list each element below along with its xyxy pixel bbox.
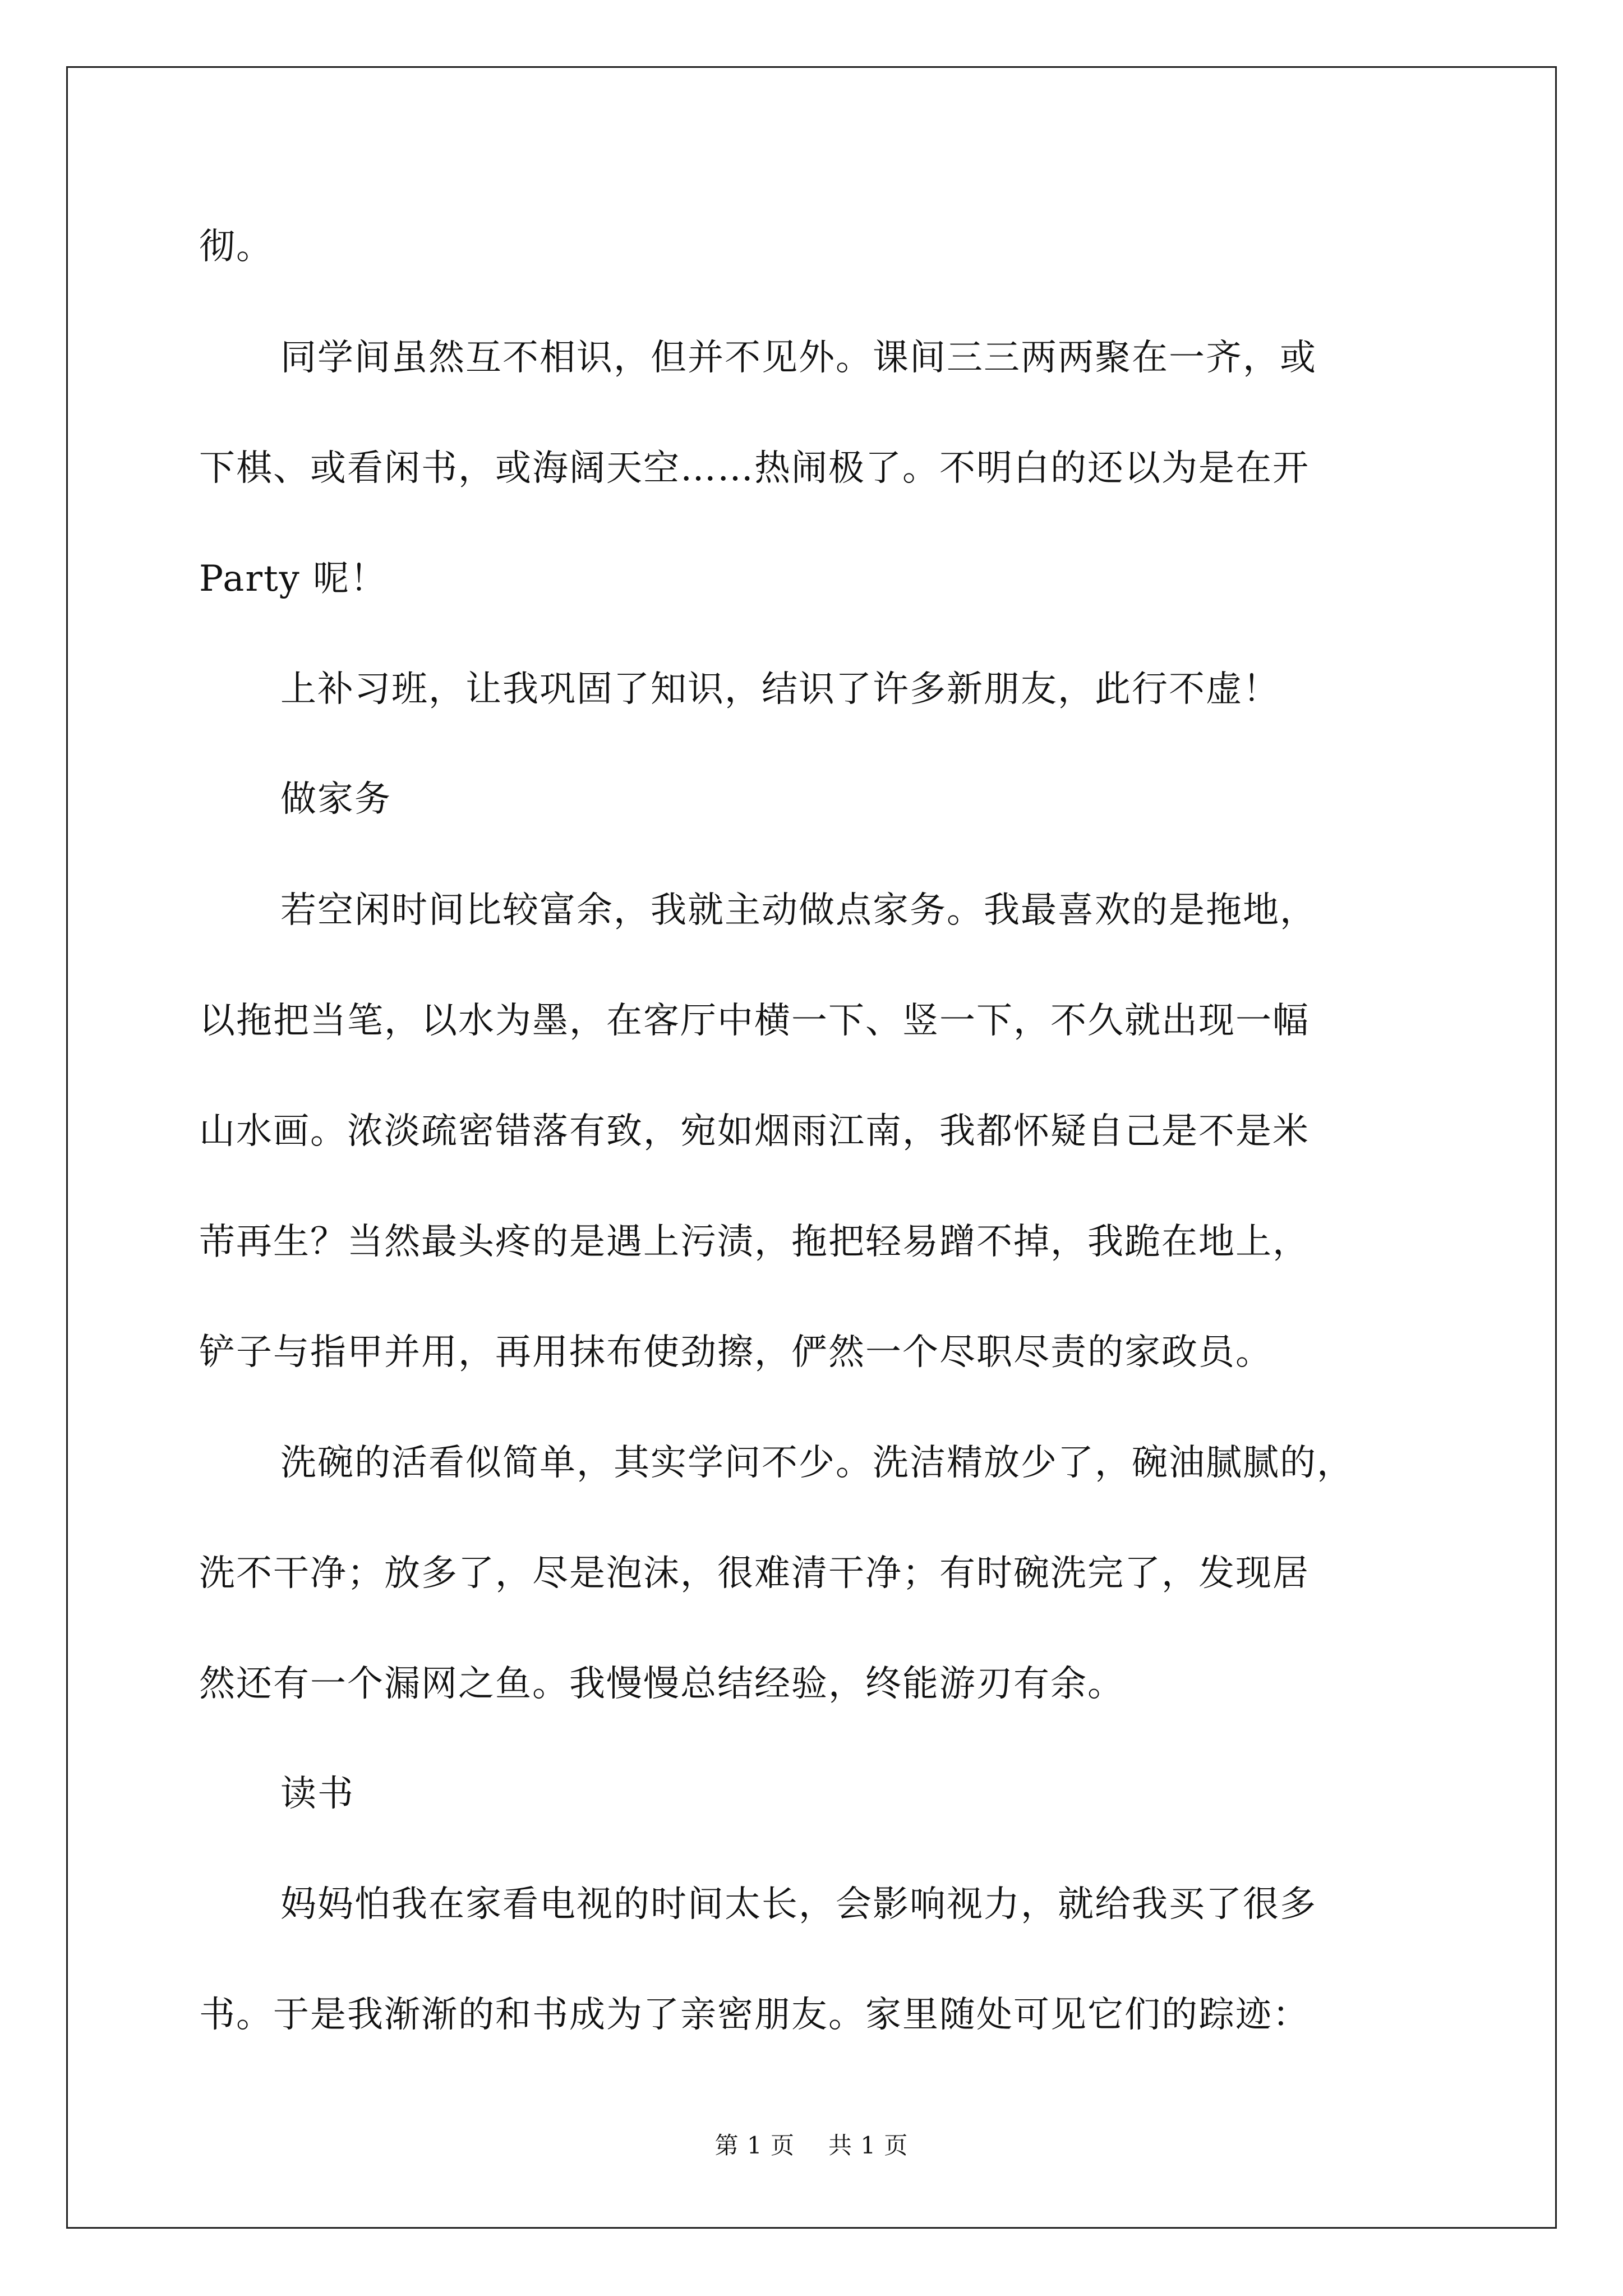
text-line: 铲子与指甲并用，再用抹布使劲擦，俨然一个尽职尽责的家政员。	[199, 1332, 1272, 1373]
paragraph-start-line: 妈妈怕我在家看电视的时间太长，会影响视力，就给我买了很多	[280, 1884, 1317, 1925]
section-heading: 读书	[280, 1773, 354, 1815]
text-line: 书。于是我渐渐的和书成为了亲密朋友。家里随处可见它们的踪迹：	[199, 1994, 1310, 2036]
paragraph-start-line: 上补习班，让我巩固了知识，结识了许多新朋友，此行不虚！	[280, 669, 1280, 710]
section-heading: 做家务	[280, 779, 391, 820]
text-line: 芾再生？当然最头疼的是遇上污渍，拖把轻易蹭不掉，我跪在地上，	[199, 1221, 1310, 1263]
page-footer	[0, 2129, 1623, 2162]
text-line: 然还有一个漏网之鱼。我慢慢总结经验，终能游刃有余。	[199, 1663, 1124, 1705]
text-line: 山水画。浓淡疏密错落有致，宛如烟雨江南，我都怀疑自己是不是米	[199, 1111, 1310, 1152]
text-line: 彻。	[199, 226, 273, 268]
page-total: 共 1 页	[828, 2132, 909, 2159]
page-number: 第 1 页	[714, 2132, 795, 2159]
paragraph-start-line: 同学间虽然互不相识，但并不见外。课间三三两两聚在一齐，或	[280, 337, 1317, 379]
text-line: 以拖把当笔，以水为墨，在客厅中横一下、竖一下，不久就出现一幅	[199, 1000, 1310, 1042]
paragraph-start-line: 若空闲时间比较富余，我就主动做点家务。我最喜欢的是拖地，	[280, 890, 1317, 931]
text-line: Party 呢！	[199, 558, 388, 600]
paragraph-start-line: 洗碗的活看似简单，其实学问不少。洗洁精放少了，碗油腻腻的，	[280, 1442, 1354, 1484]
text-line: 洗不干净；放多了，尽是泡沫，很难清干净；有时碗洗完了，发现居	[199, 1553, 1310, 1594]
text-line: 下棋、或看闲书，或海阔天空……热闹极了。不明白的还以为是在开	[199, 448, 1310, 489]
